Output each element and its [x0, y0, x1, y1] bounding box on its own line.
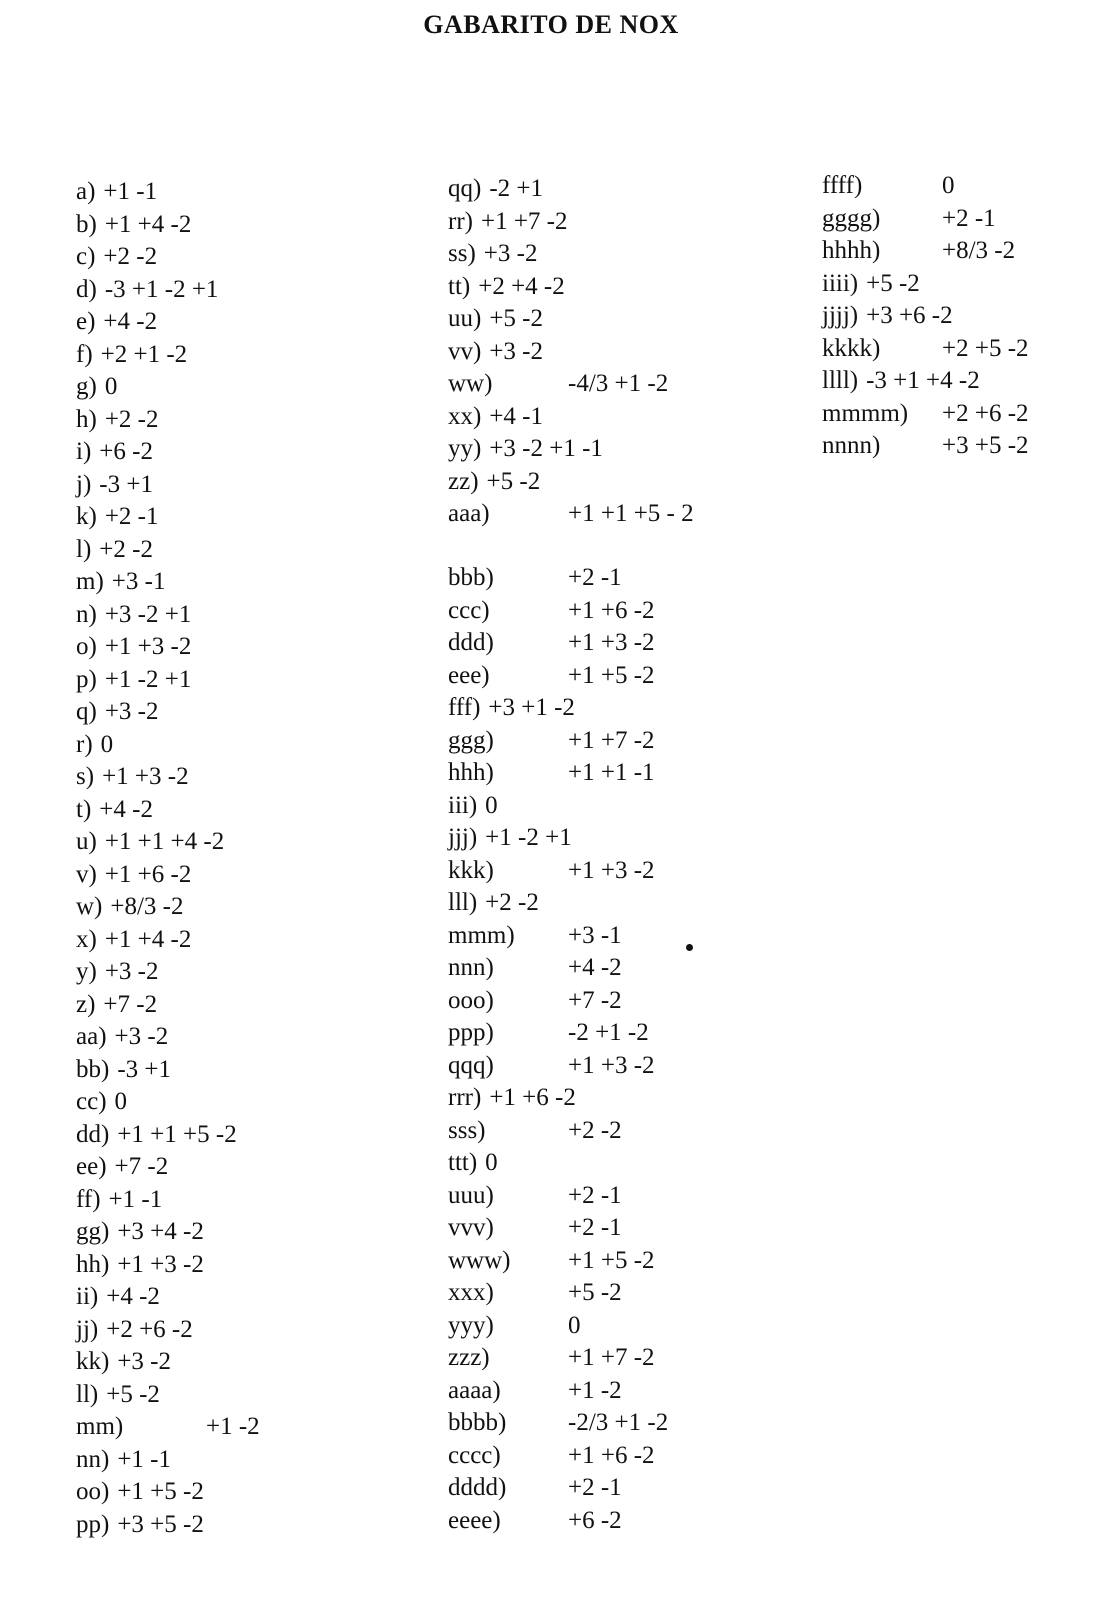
answer-value: +2 +5 -2 [942, 334, 1029, 362]
answer-value: +3 +5 -2 [942, 432, 1029, 459]
answer-value: +1 +3 -2 [102, 763, 189, 790]
answer-item [76, 989, 260, 1022]
answer-label: tt) [448, 272, 471, 300]
answer-item [76, 1379, 260, 1412]
answer-value: +2 -1 [942, 204, 996, 232]
answer-label: m) [76, 568, 104, 595]
answer-item [448, 1505, 703, 1538]
answer-value: +3 +5 -2 [117, 1510, 204, 1538]
answer-value: -3 +1 -2 +1 [104, 275, 219, 303]
answer-label: w) [76, 893, 103, 920]
answer-item [448, 433, 703, 466]
answer-label: ddd) [448, 629, 494, 656]
answer-label: f) [76, 340, 93, 368]
answer-label: x) [76, 925, 97, 953]
answer-label: aaaa) [448, 1376, 501, 1404]
answer-item [448, 855, 703, 888]
answer-value: +1 -2 +1 [485, 824, 572, 851]
answer-value: +1 +3 -2 [568, 856, 655, 884]
answer-label: uu) [448, 305, 482, 332]
answer-item [76, 956, 260, 989]
answer-value: +4 -2 [106, 1283, 160, 1310]
answer-value: -2 +1 -2 [568, 1019, 649, 1046]
answer-label: sss) [448, 1116, 486, 1144]
answer-item [76, 241, 260, 274]
answer-label: e) [76, 308, 96, 335]
answer-value: +1 +6 -2 [104, 860, 192, 888]
answer-item [76, 599, 260, 632]
answer-label: y) [76, 958, 97, 985]
answer-value: +8/3 -2 [942, 237, 1016, 264]
answer-value: +6 -2 [568, 1506, 622, 1534]
answer-value: +3 +4 -2 [117, 1218, 204, 1245]
answer-item [822, 365, 1029, 398]
answer-label: kkk) [448, 856, 494, 884]
answer-value: +1 +1 +5 -2 [117, 1120, 237, 1148]
answer-item [76, 306, 260, 339]
answer-value: +1 -2 [568, 1376, 622, 1404]
answer-item [448, 1017, 703, 1050]
answer-value: +1 +5 -2 [568, 661, 655, 689]
answer-value: +1 +6 -2 [568, 1441, 655, 1469]
answer-value: +3 -2 [104, 958, 159, 985]
answer-label: ff) [76, 1185, 101, 1213]
answer-label: ww) [448, 370, 493, 397]
answer-item [76, 436, 260, 469]
answer-value: +1 +7 -2 [568, 726, 655, 754]
answer-label: jj) [76, 1315, 99, 1343]
answer-value: +2 -1 [568, 1214, 622, 1241]
answer-item [448, 595, 703, 628]
answer-label: hhhh) [822, 237, 881, 264]
answer-label: nn) [76, 1445, 110, 1473]
answer-label: vv) [448, 337, 482, 365]
answer-item [76, 566, 260, 599]
answer-item [76, 1249, 260, 1282]
answer-item [448, 401, 703, 434]
answer-item [76, 1151, 260, 1184]
answer-label: cccc) [448, 1441, 501, 1469]
answer-value: +2 -2 [103, 243, 158, 270]
answer-value: +3 +1 -2 [488, 694, 575, 721]
answer-item [76, 371, 260, 404]
answer-value: +3 +6 -2 [866, 302, 953, 329]
answer-value: 0 [114, 1088, 128, 1115]
answer-value: +4 -2 [103, 308, 158, 335]
answer-label: ee) [76, 1153, 107, 1180]
answer-label: ll) [76, 1380, 99, 1408]
answer-label: d) [76, 275, 97, 303]
answer-label: bbbb) [448, 1409, 507, 1436]
answer-item [822, 430, 1029, 463]
answer-item [448, 1342, 703, 1375]
answer-item [822, 170, 1029, 203]
answer-value: +2 +6 -2 [106, 1315, 193, 1343]
answer-item [76, 1119, 260, 1152]
answer-value: 0 [104, 373, 118, 400]
answer-label: mmmm) [822, 399, 909, 427]
answer-value: +3 -2 [483, 240, 538, 267]
answer-value: +1 +3 -2 [568, 629, 655, 656]
answer-label: p) [76, 665, 97, 693]
answer-label: qqq) [448, 1051, 494, 1079]
answer-label: eeee) [448, 1506, 501, 1534]
answer-value: +2 -1 [568, 1181, 622, 1209]
answer-label: aaa) [448, 500, 490, 527]
answer-item [448, 1115, 703, 1148]
answer-item [76, 1054, 260, 1087]
answer-value: +5 -2 [486, 467, 541, 495]
answer-value: +5 -2 [106, 1380, 160, 1408]
answer-label: k) [76, 503, 97, 530]
answer-value: +1 +4 -2 [104, 925, 192, 953]
answer-value: +3 -2 [489, 337, 544, 365]
answer-value: +2 -1 [568, 564, 622, 591]
answer-label: gggg) [822, 204, 881, 232]
page-title: GABARITO DE NOX [423, 10, 679, 39]
answer-label: zz) [448, 467, 479, 495]
answer-value: +1 +1 +4 -2 [104, 828, 225, 855]
answer-label: aa) [76, 1023, 107, 1050]
answer-value: +7 -2 [103, 990, 158, 1018]
answer-label: r) [76, 730, 93, 758]
answer-column-2 [448, 173, 703, 1537]
answer-value: +1 +7 -2 [568, 1344, 655, 1371]
answer-value: +4 -2 [568, 954, 622, 981]
answer-label: ttt) [448, 1149, 478, 1176]
answer-value: +1 +4 -2 [104, 210, 192, 238]
answer-label: s) [76, 763, 95, 790]
answer-value: +5 -2 [489, 305, 544, 332]
answer-item [76, 924, 260, 957]
answer-value: +1 -1 [117, 1445, 172, 1473]
answer-item [76, 729, 260, 762]
answer-item [448, 660, 703, 693]
answer-label: g) [76, 373, 97, 400]
answer-label: bb) [76, 1055, 110, 1083]
answer-label: v) [76, 860, 97, 888]
answer-label: u) [76, 828, 97, 855]
answer-item [76, 469, 260, 502]
answer-label: n) [76, 600, 97, 628]
answer-label: o) [76, 633, 97, 660]
answer-item [448, 336, 703, 369]
answer-value: +3 -2 +1 [104, 600, 192, 628]
answer-label: gg) [76, 1218, 110, 1245]
answer-value: 0 [485, 1149, 498, 1176]
answer-item [448, 920, 703, 953]
answer-item [448, 1472, 703, 1505]
answer-item [448, 1082, 703, 1115]
answer-value: +2 -2 [568, 1116, 622, 1144]
answer-value: +6 -2 [99, 438, 153, 465]
answer-value: +1 +5 -2 [568, 1246, 655, 1274]
answer-item [448, 271, 703, 304]
answer-item [76, 1216, 260, 1249]
answer-value: -4/3 +1 -2 [568, 370, 669, 397]
answer-label: zzz) [448, 1344, 490, 1371]
answer-item [76, 826, 260, 859]
answer-item [76, 1411, 260, 1444]
answer-label: mm) [76, 1413, 124, 1440]
answer-label: xx) [448, 402, 482, 430]
answer-label: www) [448, 1246, 511, 1274]
answer-value: +1 -1 [108, 1185, 163, 1213]
answer-value: +3 -1 [111, 568, 166, 595]
answer-item [76, 339, 260, 372]
answer-item [448, 1440, 703, 1473]
answer-label: ccc) [448, 596, 490, 624]
answer-item [448, 887, 703, 920]
answer-value: +1 +1 +5 - 2 [568, 500, 694, 527]
answer-item [76, 534, 260, 567]
answer-value: +7 -2 [114, 1153, 169, 1180]
answer-label: kk) [76, 1348, 110, 1375]
answer-value: 0 [100, 730, 114, 758]
answer-value: +2 -2 [104, 405, 159, 433]
answer-item [448, 627, 703, 660]
answer-label: uuu) [448, 1181, 494, 1209]
answer-label: ggg) [448, 726, 494, 754]
answer-value: -3 +1 [99, 470, 153, 498]
answer-item [448, 173, 703, 206]
answer-value: +2 -2 [485, 889, 539, 916]
answer-value: +4 -2 [99, 795, 153, 823]
answer-label: rr) [448, 207, 473, 235]
answer-item [822, 203, 1029, 236]
answer-column-1 [76, 176, 260, 1541]
answer-value: 0 [485, 791, 498, 819]
answer-value: +2 -1 [568, 1474, 622, 1501]
answer-item [448, 757, 703, 790]
answer-value: +2 -2 [99, 535, 153, 563]
answer-value: -2 +1 [489, 175, 544, 202]
answer-item [76, 1346, 260, 1379]
answer-label: b) [76, 210, 97, 238]
answer-label: iii) [448, 791, 478, 819]
answer-item [76, 1509, 260, 1542]
answer-item [76, 1444, 260, 1477]
answer-value: +3 -2 [114, 1023, 169, 1050]
answer-label: yyy) [448, 1311, 494, 1339]
answer-item [448, 1212, 703, 1245]
answer-label: llll) [822, 367, 859, 394]
answer-item [822, 268, 1029, 301]
answer-item [448, 1050, 703, 1083]
answer-label: h) [76, 405, 97, 433]
answer-label: nnnn) [822, 432, 881, 459]
answer-item [448, 206, 703, 239]
answer-item [76, 631, 260, 664]
answer-item [76, 1086, 260, 1119]
answer-label: hhh) [448, 759, 494, 786]
answer-value: +1 +5 -2 [117, 1478, 204, 1505]
answer-label: c) [76, 243, 96, 270]
answer-label: iiii) [822, 269, 859, 297]
answer-label: nnn) [448, 954, 494, 981]
answer-label: dddd) [448, 1474, 507, 1501]
answer-label: pp) [76, 1510, 110, 1538]
answer-item [448, 303, 703, 336]
answer-value: +8/3 -2 [110, 893, 184, 920]
answer-label: ii) [76, 1283, 99, 1310]
answer-item [76, 1314, 260, 1347]
answer-item [448, 562, 703, 595]
answer-label: vvv) [448, 1214, 494, 1241]
answer-item [448, 822, 703, 855]
answer-item [76, 274, 260, 307]
answer-value: +4 -1 [489, 402, 544, 430]
answer-value: -3 +1 [117, 1055, 172, 1083]
answer-item [76, 1021, 260, 1054]
answer-item [76, 891, 260, 924]
answer-item [448, 725, 703, 758]
answer-label: hh) [76, 1250, 110, 1278]
answer-item [448, 238, 703, 271]
answer-value: +2 +1 -2 [100, 340, 188, 368]
answer-item [448, 1310, 703, 1343]
answer-value: +3 -2 +1 -1 [489, 435, 603, 462]
answer-value: +2 +6 -2 [942, 399, 1029, 427]
answer-item [448, 498, 703, 562]
answer-label: ffff) [822, 172, 863, 199]
answer-label: ss) [448, 240, 476, 267]
answer-value: +1 +3 -2 [568, 1051, 655, 1079]
answer-value: +3 -2 [104, 698, 159, 725]
answer-item [822, 398, 1029, 431]
answer-item [822, 333, 1029, 366]
answer-item [448, 1407, 703, 1440]
answer-label: mmm) [448, 921, 515, 949]
answer-item [448, 985, 703, 1018]
answer-item [448, 368, 703, 401]
answer-item [448, 1147, 703, 1180]
answer-value: +3 -1 [568, 921, 622, 949]
answer-item [448, 952, 703, 985]
answer-value: +1 -2 [206, 1413, 260, 1440]
answer-value: 0 [942, 172, 955, 199]
answer-item [822, 235, 1029, 268]
answer-label: xxx) [448, 1279, 494, 1306]
answer-item [76, 794, 260, 827]
answer-value: -2/3 +1 -2 [568, 1409, 669, 1436]
answer-value: -3 +1 +4 -2 [866, 367, 980, 394]
answer-item [76, 501, 260, 534]
answer-label: a) [76, 178, 96, 205]
answer-value: +5 -2 [866, 269, 920, 297]
answer-item [448, 1245, 703, 1278]
answer-item [76, 696, 260, 729]
answer-value: +1 +7 -2 [480, 207, 568, 235]
answer-value: +1 +3 -2 [117, 1250, 204, 1278]
answer-value: 0 [568, 1311, 581, 1339]
answer-item [448, 692, 703, 725]
answer-label: j) [76, 470, 92, 498]
answer-value: +1 +1 -1 [568, 759, 655, 786]
answer-item [822, 300, 1029, 333]
answer-label: cc) [76, 1088, 107, 1115]
answer-item [76, 664, 260, 697]
answer-label: lll) [448, 889, 478, 916]
answer-label: kkkk) [822, 334, 881, 362]
answer-label: dd) [76, 1120, 110, 1148]
answer-item [76, 209, 260, 242]
answer-item [448, 790, 703, 823]
answer-item [448, 1180, 703, 1213]
answer-value: +1 +3 -2 [104, 633, 192, 660]
answer-item [76, 761, 260, 794]
answer-item [76, 404, 260, 437]
answer-label: jjj) [448, 824, 478, 851]
answer-item [76, 176, 260, 209]
answer-item [76, 1281, 260, 1314]
answer-value: +1 -2 +1 [104, 665, 192, 693]
answer-value: +5 -2 [568, 1279, 622, 1306]
answer-label: qq) [448, 175, 482, 202]
answer-item [76, 1476, 260, 1509]
answer-label: jjjj) [822, 302, 859, 329]
answer-label: fff) [448, 694, 481, 721]
stray-ink-dot [686, 944, 693, 951]
answer-value: +2 -1 [104, 503, 159, 530]
answer-label: rrr) [448, 1084, 482, 1111]
answer-label: q) [76, 698, 97, 725]
answer-value: +7 -2 [568, 986, 622, 1014]
answer-value: +1 +6 -2 [568, 596, 655, 624]
answer-label: i) [76, 438, 92, 465]
answer-label: l) [76, 535, 92, 563]
answer-label: bbb) [448, 564, 494, 591]
answer-item [448, 1277, 703, 1310]
answer-column-3 [822, 170, 1029, 463]
answer-item [76, 1184, 260, 1217]
answer-value: +2 +4 -2 [478, 272, 565, 300]
answer-value: +1 +6 -2 [489, 1084, 576, 1111]
answer-item [76, 859, 260, 892]
answer-label: ooo) [448, 986, 494, 1014]
answer-value: +3 -2 [117, 1348, 172, 1375]
answer-item [448, 466, 703, 499]
answer-label: ppp) [448, 1019, 494, 1046]
answer-label: oo) [76, 1478, 110, 1505]
answer-label: t) [76, 795, 92, 823]
answer-label: yy) [448, 435, 482, 462]
answer-value: +1 -1 [103, 178, 158, 205]
answer-label: z) [76, 990, 96, 1018]
answer-label: eee) [448, 661, 490, 689]
answer-item [448, 1375, 703, 1408]
